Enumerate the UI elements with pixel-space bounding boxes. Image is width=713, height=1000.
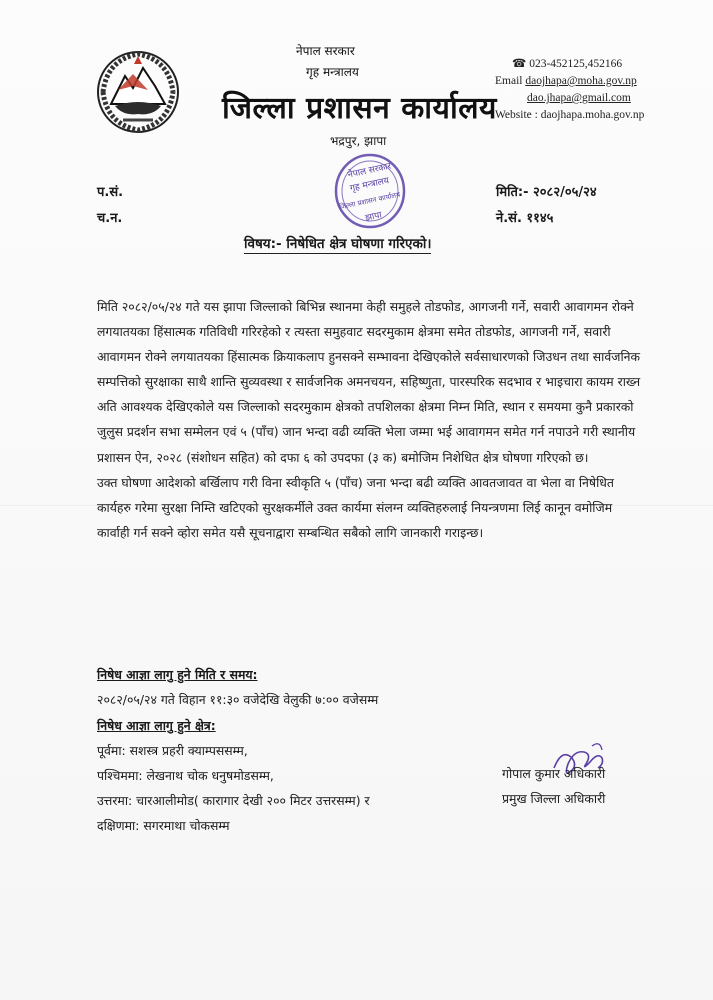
stamp-line-1: नेपाल सरकार <box>346 161 393 181</box>
subject-line: विषय:- निषेधित क्षेत्र घोषणा गरिएको। <box>244 236 432 252</box>
email-line-secondary <box>495 90 644 107</box>
website-link[interactable]: daojhapa.moha.gov.np <box>540 109 645 121</box>
letter-date: मिति:- २०८२/०५/२४ <box>496 185 597 200</box>
prohibition-time-text: २०८२/०५/२४ गते विहान ११:३० वजेदेखि वेलुकी ७:०० वजेसम्म <box>97 692 379 707</box>
phone-icon: ☎ <box>512 58 530 70</box>
ministry-name: गृह मन्त्रालय <box>306 65 359 79</box>
office-location: भद्रपुर, झापा <box>330 134 387 148</box>
stamp-line-4: झापा <box>364 210 383 224</box>
phone-line <box>495 56 644 73</box>
website-line <box>495 107 644 124</box>
website-label: Website : <box>495 109 538 121</box>
nepal-emblem-icon <box>93 46 183 136</box>
body-paragraph-1: मिति २०८२/०५/२४ गते यस झापा जिल्लाको बिभिन्न स्थानमा केही समुहले तोडफोड, आगजनी गर्ने, सवारी आवागमन रोक्ने लगयातयका हिंसात्मक गतिविधी गरिरहेको र त्यस्ता समुहवाट सदरमुकाम क्षेत्रमा समेत तोडफोड, आगजनी गर्ने, सवारी आवागमन रोक्ने लगयातयका हिंसात्मक क्रियाकलाप हुनसक्ने सम्भावना देखिएकोले सर्वसाधारणको जिउधन तथा सार्वजनिक सम्पत्तिको सुरक्षाका साथै शान्ति सुव्यवस्था र सार्वजनिक अमनचयन, सहिष्णुता, पारस्परिक सदभाव र भाइचारा कायम राख्न अति आवश्यक देखिएकोले यस जिल्लाको सदरमुकाम क्षेत्रको तपशिलका क्षेत्रमा निम्न मिति, स्थान र समयमा कुनै प्रकारको जुलुस प्रदर्शन सभा सम्मेलन एवं ५ (पाँच) जान भन्दा वढी व्यक्ति भेला जम्मा भई आवागमन समेत गर्न नपाउने गरी स्थानीय प्रशासन ऐन, २०२८ (संशोधन सहित) को दफा ६ को उपदफा (३ क) बमोजिम निशेधित क्षेत्र घोषणा गरिएको छ। <box>97 299 641 465</box>
stamp-line-2: गृह मन्त्रालय <box>349 176 391 195</box>
email-link-secondary[interactable]: dao.jhapa@gmail.com <box>527 92 631 104</box>
prohibition-time-section <box>97 662 657 712</box>
office-title: जिल्ला प्रशासन कार्यालय <box>222 91 497 126</box>
government-name: नेपाल सरकार <box>296 44 355 58</box>
area-south: दक्षिणमा: सगरमाथा चोकसम्म <box>97 818 230 833</box>
area-east: पूर्वमा: सशस्त्र प्रहरी क्याम्पससम्म, <box>97 743 248 758</box>
signatory-name: गोपाल कुमार अधिकारी <box>502 766 606 781</box>
prohibition-time-title: निषेध आज्ञा लागु हुने मिति र समय: <box>97 667 258 682</box>
area-west: पश्चिममा: लेखनाथ चोक धनुषमोडसम्म, <box>97 768 274 783</box>
email-label: Email <box>495 75 523 87</box>
body-paragraph-2: उक्त घोषणा आदेशको बर्खिलाप गरी विना स्वीकृति ५ (पाँच) जना भन्दा बढी व्यक्ति आवतजावत वा भेला वा निषेधित कार्यहरु गरेमा सुरक्षा निम्ति खटिएको सुरक्षकर्मीले उक्त कार्यमा संलग्न व्यक्तिहरुलाई नियन्त्रणमा लिई कानून वमोजिम कार्वाही गर्न सक्ने व्होरा समेत यसै सूचनाद्वारा सम्बन्धित सबैको लागि जानकारी गराइन्छ। <box>97 474 614 540</box>
chalani-number: च.न. <box>97 211 123 226</box>
signatory-title: प्रमुख जिल्ला अधिकारी <box>502 791 606 806</box>
office-stamp-icon <box>318 147 422 235</box>
stamp-line-3: जिल्ला प्रशासन कार्यालय <box>338 190 401 212</box>
patra-sankhya: प.सं. <box>97 185 124 200</box>
prohibition-area-title: निषेध आज्ञा लागु हुने क्षेत्र: <box>97 718 216 733</box>
nepal-sambat-number: ने.सं. ११४५ <box>496 211 554 226</box>
phone-numbers: 023-452125,452166 <box>529 58 623 70</box>
letter-body <box>97 265 642 545</box>
email-line <box>495 73 644 90</box>
email-link-primary[interactable]: daojhapa@moha.gov.np <box>525 75 637 87</box>
contact-block <box>495 56 644 124</box>
signatory-block <box>502 761 605 811</box>
area-north: उत्तरमा: चारआलीमोड( कारागार देखी २०० मिटर उत्तरसम्म) र <box>97 793 370 808</box>
